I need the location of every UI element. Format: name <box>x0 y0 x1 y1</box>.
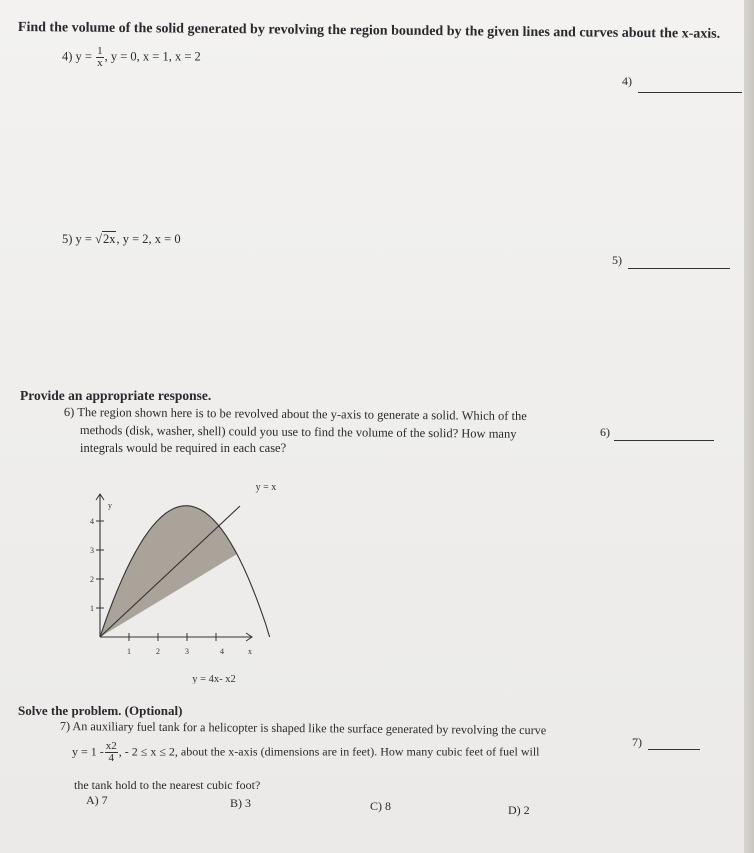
section-heading-volume: Find the volume of the solid generated by revolving the region bounded by the given lines and curves about the x-axis. <box>17 20 721 42</box>
question-5: 5) y = √2x, y = 2, x = 0 <box>62 232 181 246</box>
q6-line2: methods (disk, washer, shell) could you use to find the volume of the solid? How many <box>79 423 517 441</box>
answer-label-5: 5) <box>612 253 622 267</box>
q7-numerator: x2 <box>105 740 117 752</box>
q7-denominator: 4 <box>108 752 115 764</box>
choice-b[interactable]: B) 3 <box>230 796 251 810</box>
q7-line2 <box>72 741 540 764</box>
choice-a[interactable]: A) 7 <box>86 793 108 807</box>
q7-curve-prefix: y = 1 - <box>72 744 104 759</box>
section-heading-response: Provide an appropriate response. <box>20 388 212 403</box>
q7-line1: 7) An auxiliary fuel tank for a helicopter is shaped like the surface generated by revolving the curve <box>59 719 547 738</box>
q7-line3: the tank hold to the nearest cubic foot? <box>74 778 261 792</box>
answer-label-4: 4) <box>622 74 632 88</box>
y-tick-label-4: 4 <box>90 517 94 526</box>
curve-label: y = 4x- x2 <box>192 674 236 684</box>
choice-c[interactable]: C) 8 <box>370 799 391 813</box>
answer-label-7: 7) <box>632 735 642 749</box>
q7-fraction <box>105 741 118 764</box>
q4-suffix: , y = 0, x = 1, x = 2 <box>104 49 201 64</box>
q5-radicand: 2x <box>102 232 116 246</box>
q5-prefix: 5) y = <box>62 232 96 246</box>
q4-fraction <box>96 46 104 69</box>
x-tick-label-4: 4 <box>220 647 224 656</box>
x-tick-label-3: 3 <box>185 647 189 656</box>
answer-blank-5[interactable] <box>628 268 730 269</box>
q7-curve-suffix: , - 2 ≤ x ≤ 2, about the x-axis (dimensions are in feet). How many cubic feet of fuel will <box>118 744 540 759</box>
region-graph <box>80 474 280 684</box>
q4-prefix: 4) y = <box>62 49 96 64</box>
answer-blank-6[interactable] <box>614 440 714 441</box>
y-tick-label-1: 1 <box>90 604 94 613</box>
y-axis-label: y <box>108 501 112 510</box>
q6-line1: 6) The region shown here is to be revolved about the y-axis to generate a solid. Which of the <box>63 405 527 424</box>
question-4 <box>62 46 201 69</box>
choice-d[interactable]: D) 2 <box>508 803 530 817</box>
q4-numerator: 1 <box>97 45 103 57</box>
line-label: y = x <box>255 482 277 493</box>
section-heading-solve: Solve the problem. (Optional) <box>18 703 183 718</box>
answer-blank-7[interactable] <box>648 749 700 750</box>
q6-line3: integrals would be required in each case? <box>80 441 287 455</box>
x-tick-label-1: 1 <box>127 647 131 656</box>
answer-label-6: 6) <box>600 425 610 439</box>
q5-suffix: , y = 2, x = 0 <box>116 232 181 246</box>
y-tick-label-2: 2 <box>90 575 94 584</box>
page-edge <box>744 0 754 853</box>
answer-blank-4[interactable] <box>638 92 742 93</box>
x-axis-label: x <box>248 647 252 656</box>
q4-denominator: x <box>97 57 103 69</box>
y-tick-label-3: 3 <box>90 546 94 555</box>
x-tick-label-2: 2 <box>156 647 160 656</box>
